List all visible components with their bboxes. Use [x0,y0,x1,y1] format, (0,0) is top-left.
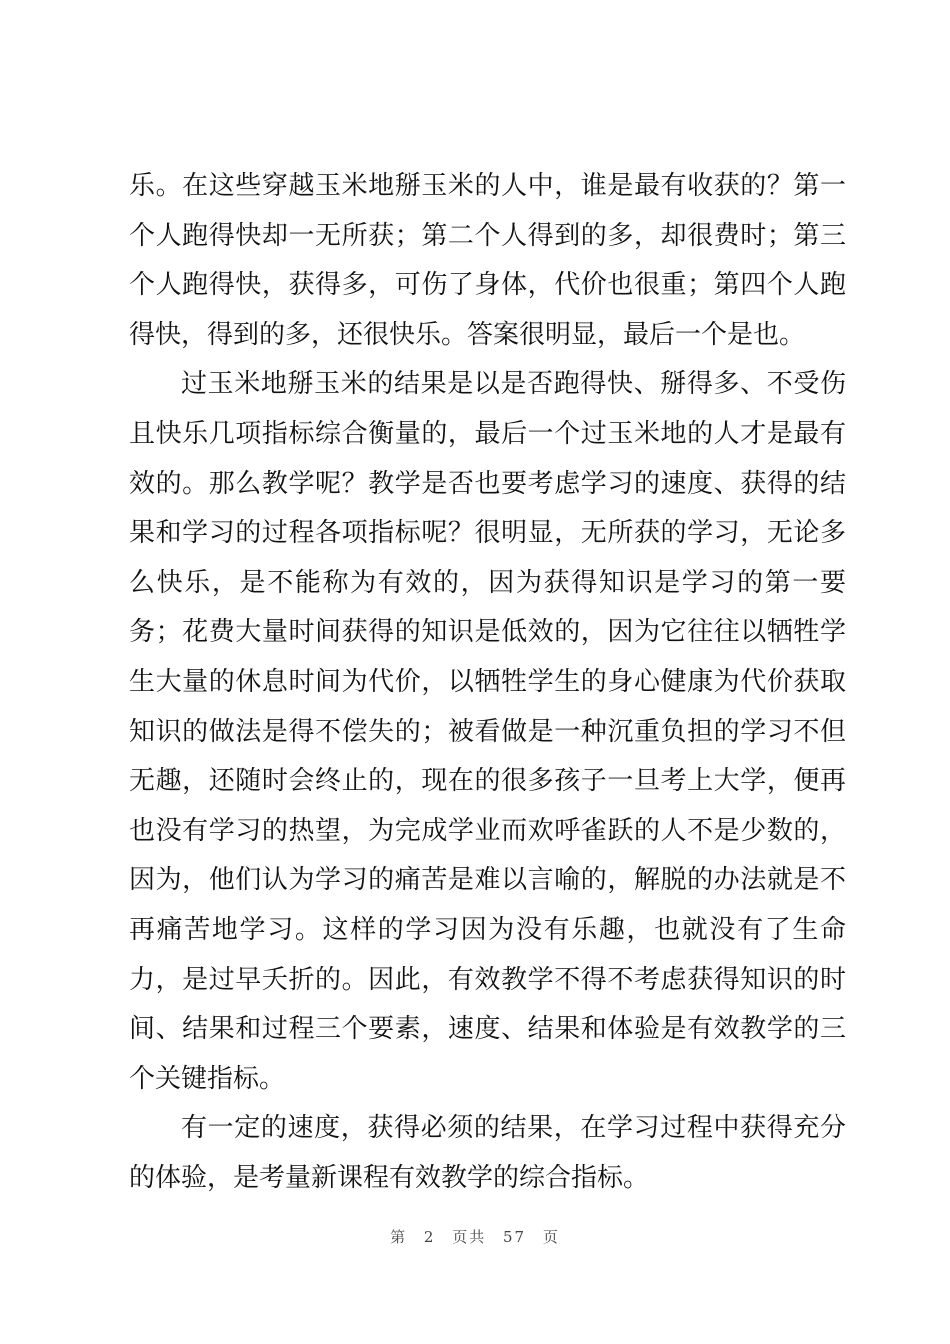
page-footer [0,1226,950,1247]
footer-prefix: 第 [390,1228,408,1246]
footer-total-pages: 57 [503,1228,527,1246]
paragraph-conclusion: 有一定的速度，获得必须的结果，在学习过程中获得充分的体验，是考量新课程有效教学的综合指标。 [129,1113,846,1193]
paragraph-continuation: 乐。在这些穿越玉米地掰玉米的人中，谁是最有收获的？第一个人跑得快却一无所获；第二个人得到的多，却很费时；第三个人跑得快，获得多，可伤了身体，代价也很重；第四个人跑得快，得到的多，还很快乐。答案很明显，最后一个是也。 [129,171,846,350]
paragraph-corn-field-analogy: 过玉米地掰玉米的结果是以是否跑得快、掰得多、不受伤且快乐几项指标综合衡量的，最后一个过玉米地的人才是最有效的。那么教学呢？教学是否也要考虑学习的速度、获得的结果和学习的过程各项指标呢？很明显，无所获的学习，无论多么快乐，是不能称为有效的，因为获得知识是学习的第一要务；花费大量时间获得的知识是低效的，因为它往往以牺牲学生大量的休息时间为代价，以牺牲学生的身心健康为代价获取知识的做法是得不偿失的；被看做是一种沉重负担的学习不但无趣，还随时会终止的，现在的很多孩子一旦考上大学，便再也没有学习的热望，为完成学业而欢呼雀跃的人不是少数的，因为，他们认为学习的痛苦是难以言喻的，解脱的办法就是不再痛苦地学习。这样的学习因为没有乐趣，也就没有了生命力，是过早夭折的。因此，有效教学不得不考虑获得知识的时间、结果和过程三个要素，速度、结果和体验是有效教学的三个关键指标。 [129,369,846,1094]
footer-middle: 页共 [452,1228,487,1246]
body-text [129,162,846,1203]
footer-suffix: 页 [542,1228,560,1246]
footer-current-page: 2 [423,1228,436,1246]
